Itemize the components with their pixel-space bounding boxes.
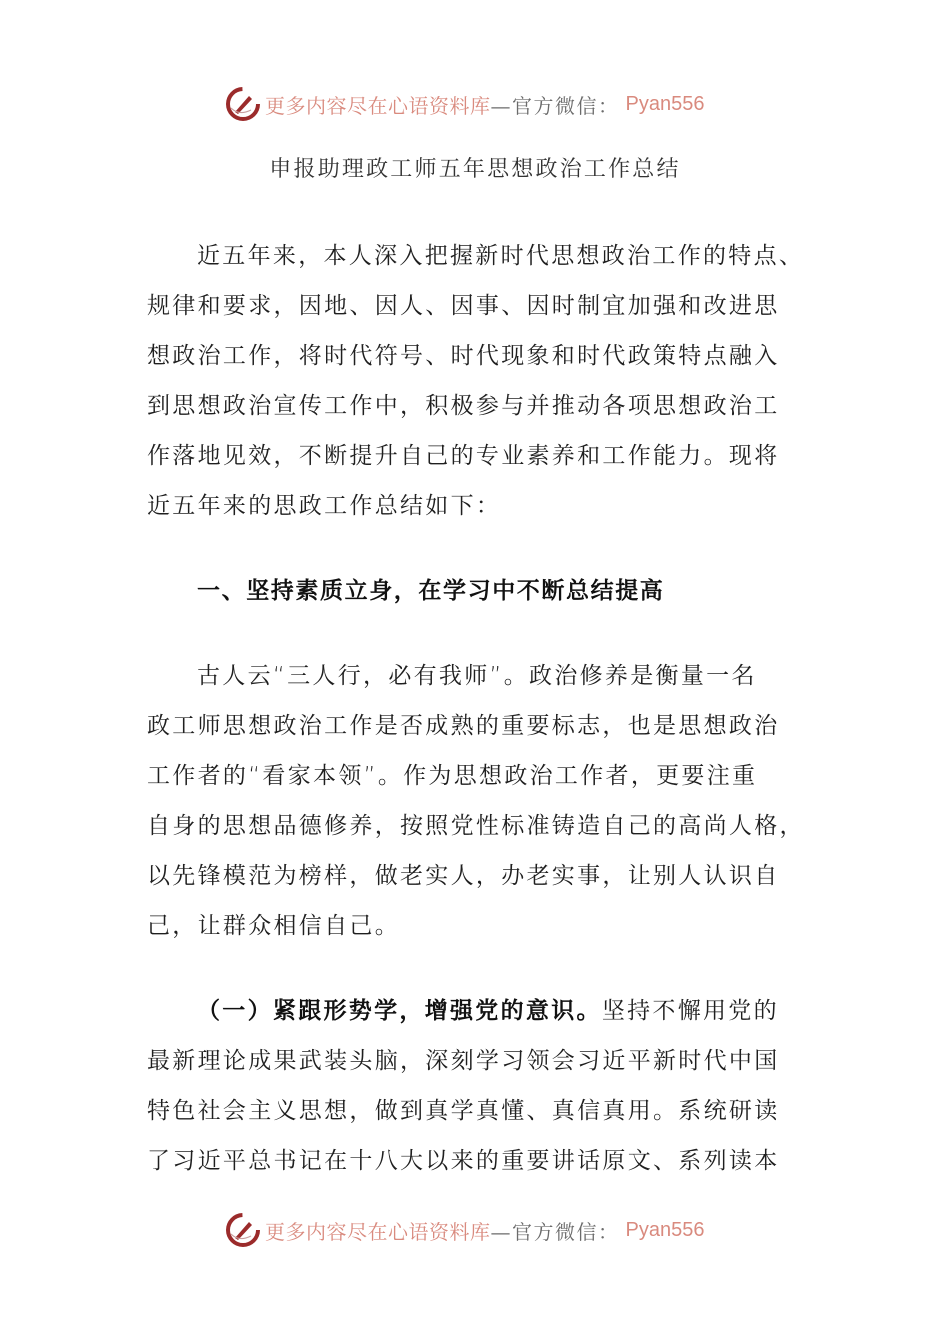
paragraph-line: 作落地见效，不断提升自己的专业素养和工作能力。现将	[147, 443, 780, 469]
paragraph-line: 规律和要求，因地、因人、因事、因时制宜加强和改进思	[147, 293, 780, 319]
paragraph-line: 工作者的“看家本领”。作为思想政治工作者，更要注重	[147, 763, 758, 789]
subsection-first-line-text: 坚持不懈用党的	[601, 998, 779, 1024]
paragraph-line: 以先锋模范为榜样，做老实人，办老实事，让别人认识自	[147, 863, 780, 889]
document-title: 申报助理政工师五年思想政治工作总结	[269, 157, 681, 182]
watermark-separator-text: —官方微信：	[490, 93, 620, 118]
watermark-brand-text: 更多内容尽在心语资料库	[265, 93, 491, 118]
watermark-wechat-id: Pyan556	[625, 92, 705, 115]
quill-pen-logo-icon	[225, 86, 261, 122]
paragraph-line: 近五年来，本人深入把握新时代思想政治工作的特点、	[197, 243, 805, 269]
watermark-header	[225, 84, 704, 124]
paragraph-line: 古人云“三人行，必有我师”。政治修养是衡量一名	[197, 663, 757, 689]
section-heading-1: 一、坚持素质立身，在学习中不断总结提高	[197, 578, 665, 604]
paragraph-line: 政工师思想政治工作是否成熟的重要标志，也是思想政治	[147, 713, 780, 739]
subsection-heading-1: （一）紧跟形势学，增强党的意识。	[197, 998, 602, 1024]
paragraph-line: 了习近平总书记在十八大以来的重要讲话原文、系列读本	[147, 1148, 780, 1174]
paragraph-line: 特色社会主义思想，做到真学真懂、真信真用。系统研读	[147, 1098, 780, 1124]
paragraph-line: 到思想政治宣传工作中，积极参与并推动各项思想政治工	[147, 393, 780, 419]
watermark-brand-text: 更多内容尽在心语资料库	[265, 1219, 491, 1244]
watermark-separator-text: —官方微信：	[490, 1219, 620, 1244]
quill-pen-logo-icon	[225, 1212, 261, 1248]
paragraph-line: 最新理论成果武装头脑，深刻学习领会习近平新时代中国	[147, 1048, 780, 1074]
watermark-footer	[225, 1210, 704, 1250]
paragraph-line: 自身的思想品德修养，按照党性标准铸造自己的高尚人格，	[147, 813, 805, 839]
paragraph-line: 近五年来的思政工作总结如下：	[147, 493, 502, 519]
paragraph-line: 想政治工作，将时代符号、时代现象和时代政策特点融入	[147, 343, 780, 369]
paragraph-line: 己，让群众相信自己。	[147, 913, 400, 939]
subsection-first-line	[197, 996, 779, 1026]
watermark-wechat-id: Pyan556	[625, 1218, 705, 1241]
